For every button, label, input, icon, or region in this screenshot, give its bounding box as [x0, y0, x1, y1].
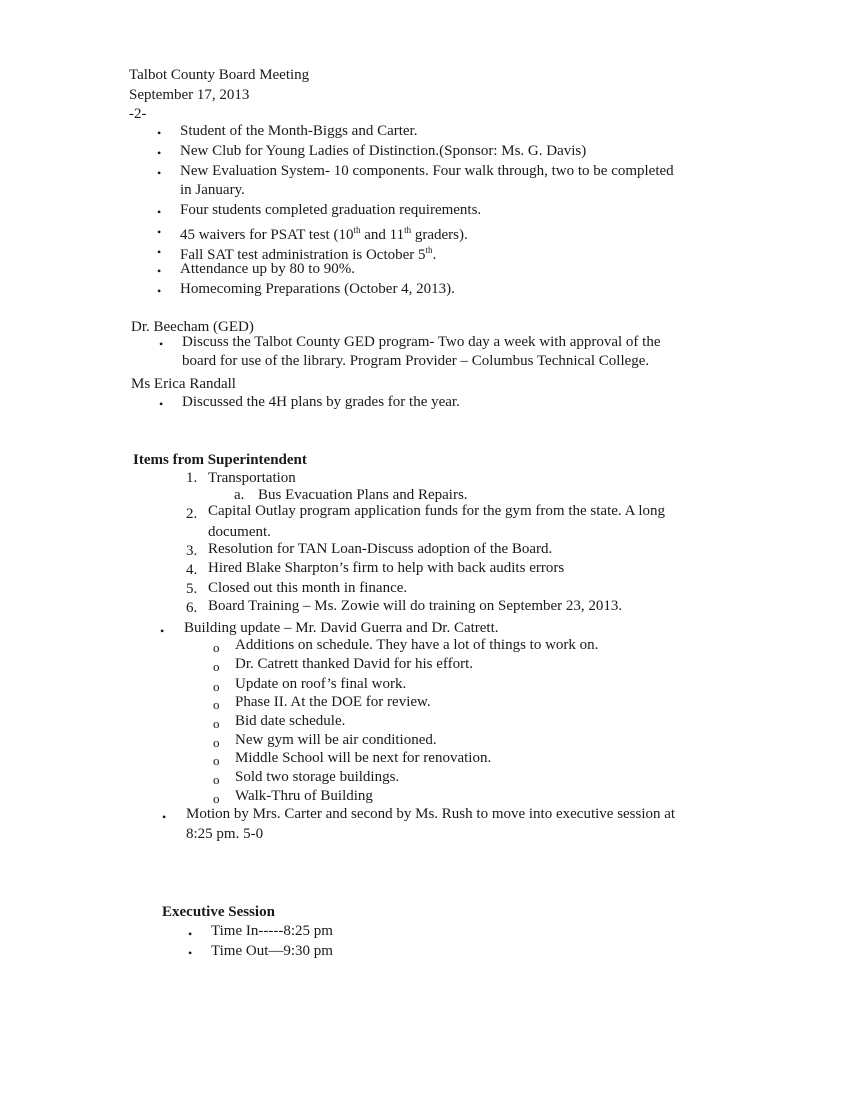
circle-bullet-icon: o: [213, 735, 220, 750]
numbered-item: Closed out this month in finance.: [208, 580, 408, 596]
beecham-line-1: Discuss the Talbot County GED program- Two day a week with approval of the: [182, 334, 661, 350]
sat-text-a: Fall SAT test administration is October 5: [180, 247, 426, 263]
superscript: th: [425, 245, 433, 255]
bullet-icon: •: [157, 264, 162, 278]
list-item: Four students completed graduation requirements.: [180, 202, 482, 218]
numbered-item: Capital Outlay program application funds for the gym from the state. A long: [208, 503, 665, 519]
item-letter: a.: [234, 487, 245, 503]
building-item: Middle School will be next for renovation.: [235, 750, 492, 766]
item-number: 3.: [186, 543, 198, 559]
list-item: New Evaluation System- 10 components. Four walk through, two to be completed: [180, 163, 674, 179]
superscript: th: [353, 225, 361, 235]
bullet-icon: •: [162, 810, 167, 824]
bullet-icon: •: [157, 284, 162, 298]
circle-bullet-icon: o: [213, 716, 220, 731]
motion-line-2: 8:25 pm. 5-0: [186, 826, 264, 842]
building-item: Phase II. At the DOE for review.: [235, 694, 431, 710]
bullet-icon: •: [157, 126, 162, 140]
time-out: Time Out—9:30 pm: [211, 943, 333, 959]
sat-text-b: .: [432, 247, 437, 263]
item-number: 2.: [186, 506, 198, 522]
bullet-icon: •: [160, 624, 165, 638]
sub-item: Bus Evacuation Plans and Repairs.: [258, 487, 468, 503]
psat-text-c: graders).: [411, 227, 468, 243]
list-item: Student of the Month-Biggs and Carter.: [180, 123, 418, 139]
beecham-line-2: board for use of the library. Program Provider – Columbus Technical College.: [182, 353, 650, 369]
list-item: Homecoming Preparations (October 4, 2013).: [180, 281, 455, 297]
circle-bullet-icon: o: [213, 640, 220, 655]
bullet-icon: •: [188, 927, 193, 941]
page-number: -2-: [129, 106, 147, 122]
bullet-icon: •: [157, 146, 162, 160]
executive-heading: Executive Session: [162, 904, 275, 920]
circle-bullet-icon: o: [213, 679, 220, 694]
bullet-icon: •: [157, 205, 162, 219]
psat-text-b: and 11: [360, 227, 405, 243]
item-number: 1.: [186, 470, 198, 486]
list-item: New Club for Young Ladies of Distinction.(Sponsor: Ms. G. Davis): [180, 143, 587, 159]
numbered-item: Resolution for TAN Loan-Discuss adoption of the Board.: [208, 541, 553, 557]
building-item: Dr. Catrett thanked David for his effort.: [235, 656, 473, 672]
item-number: 5.: [186, 581, 198, 597]
building-item: Sold two storage buildings.: [235, 769, 400, 785]
building-update: Building update – Mr. David Guerra and Dr. Catrett.: [184, 620, 499, 636]
circle-bullet-icon: o: [213, 753, 220, 768]
randall-item: Discussed the 4H plans by grades for the year.: [182, 394, 460, 410]
circle-bullet-icon: o: [213, 791, 220, 806]
numbered-item-continuation: document.: [208, 524, 271, 540]
beecham-heading: Dr. Beecham (GED): [131, 319, 254, 335]
numbered-item: Transportation: [208, 470, 296, 486]
superintendent-heading: Items from Superintendent: [133, 452, 307, 468]
building-item: Additions on schedule. They have a lot of things to work on.: [235, 637, 599, 653]
building-item: Walk-Thru of Building: [235, 788, 373, 804]
bullet-icon: •: [159, 397, 164, 411]
superscript: th: [404, 225, 412, 235]
randall-heading: Ms Erica Randall: [131, 376, 236, 392]
numbered-item: Hired Blake Sharpton’s firm to help with back audits errors: [208, 560, 565, 576]
building-item: New gym will be air conditioned.: [235, 732, 437, 748]
item-number: 4.: [186, 562, 198, 578]
circle-bullet-icon: o: [213, 697, 220, 712]
bullet-icon: •: [157, 225, 162, 239]
bullet-icon: •: [188, 946, 193, 960]
meeting-date: September 17, 2013: [129, 87, 250, 103]
item-number: 6.: [186, 600, 198, 616]
building-item: Bid date schedule.: [235, 713, 346, 729]
time-in: Time In-----8:25 pm: [211, 923, 333, 939]
meeting-title: Talbot County Board Meeting: [129, 67, 310, 83]
building-item: Update on roof’s final work.: [235, 676, 407, 692]
circle-bullet-icon: o: [213, 772, 220, 787]
psat-text-a: 45 waivers for PSAT test (10: [180, 227, 354, 243]
bullet-icon: •: [157, 166, 162, 180]
bullet-icon: •: [157, 245, 162, 259]
circle-bullet-icon: o: [213, 659, 220, 674]
bullet-icon: •: [159, 337, 164, 351]
motion-line-1: Motion by Mrs. Carter and second by Ms. Rush to move into executive session at: [186, 806, 676, 822]
numbered-item: Board Training – Ms. Zowie will do training on September 23, 2013.: [208, 598, 623, 614]
list-item-continuation: in January.: [180, 182, 245, 198]
list-item: Attendance up by 80 to 90%.: [180, 261, 355, 277]
